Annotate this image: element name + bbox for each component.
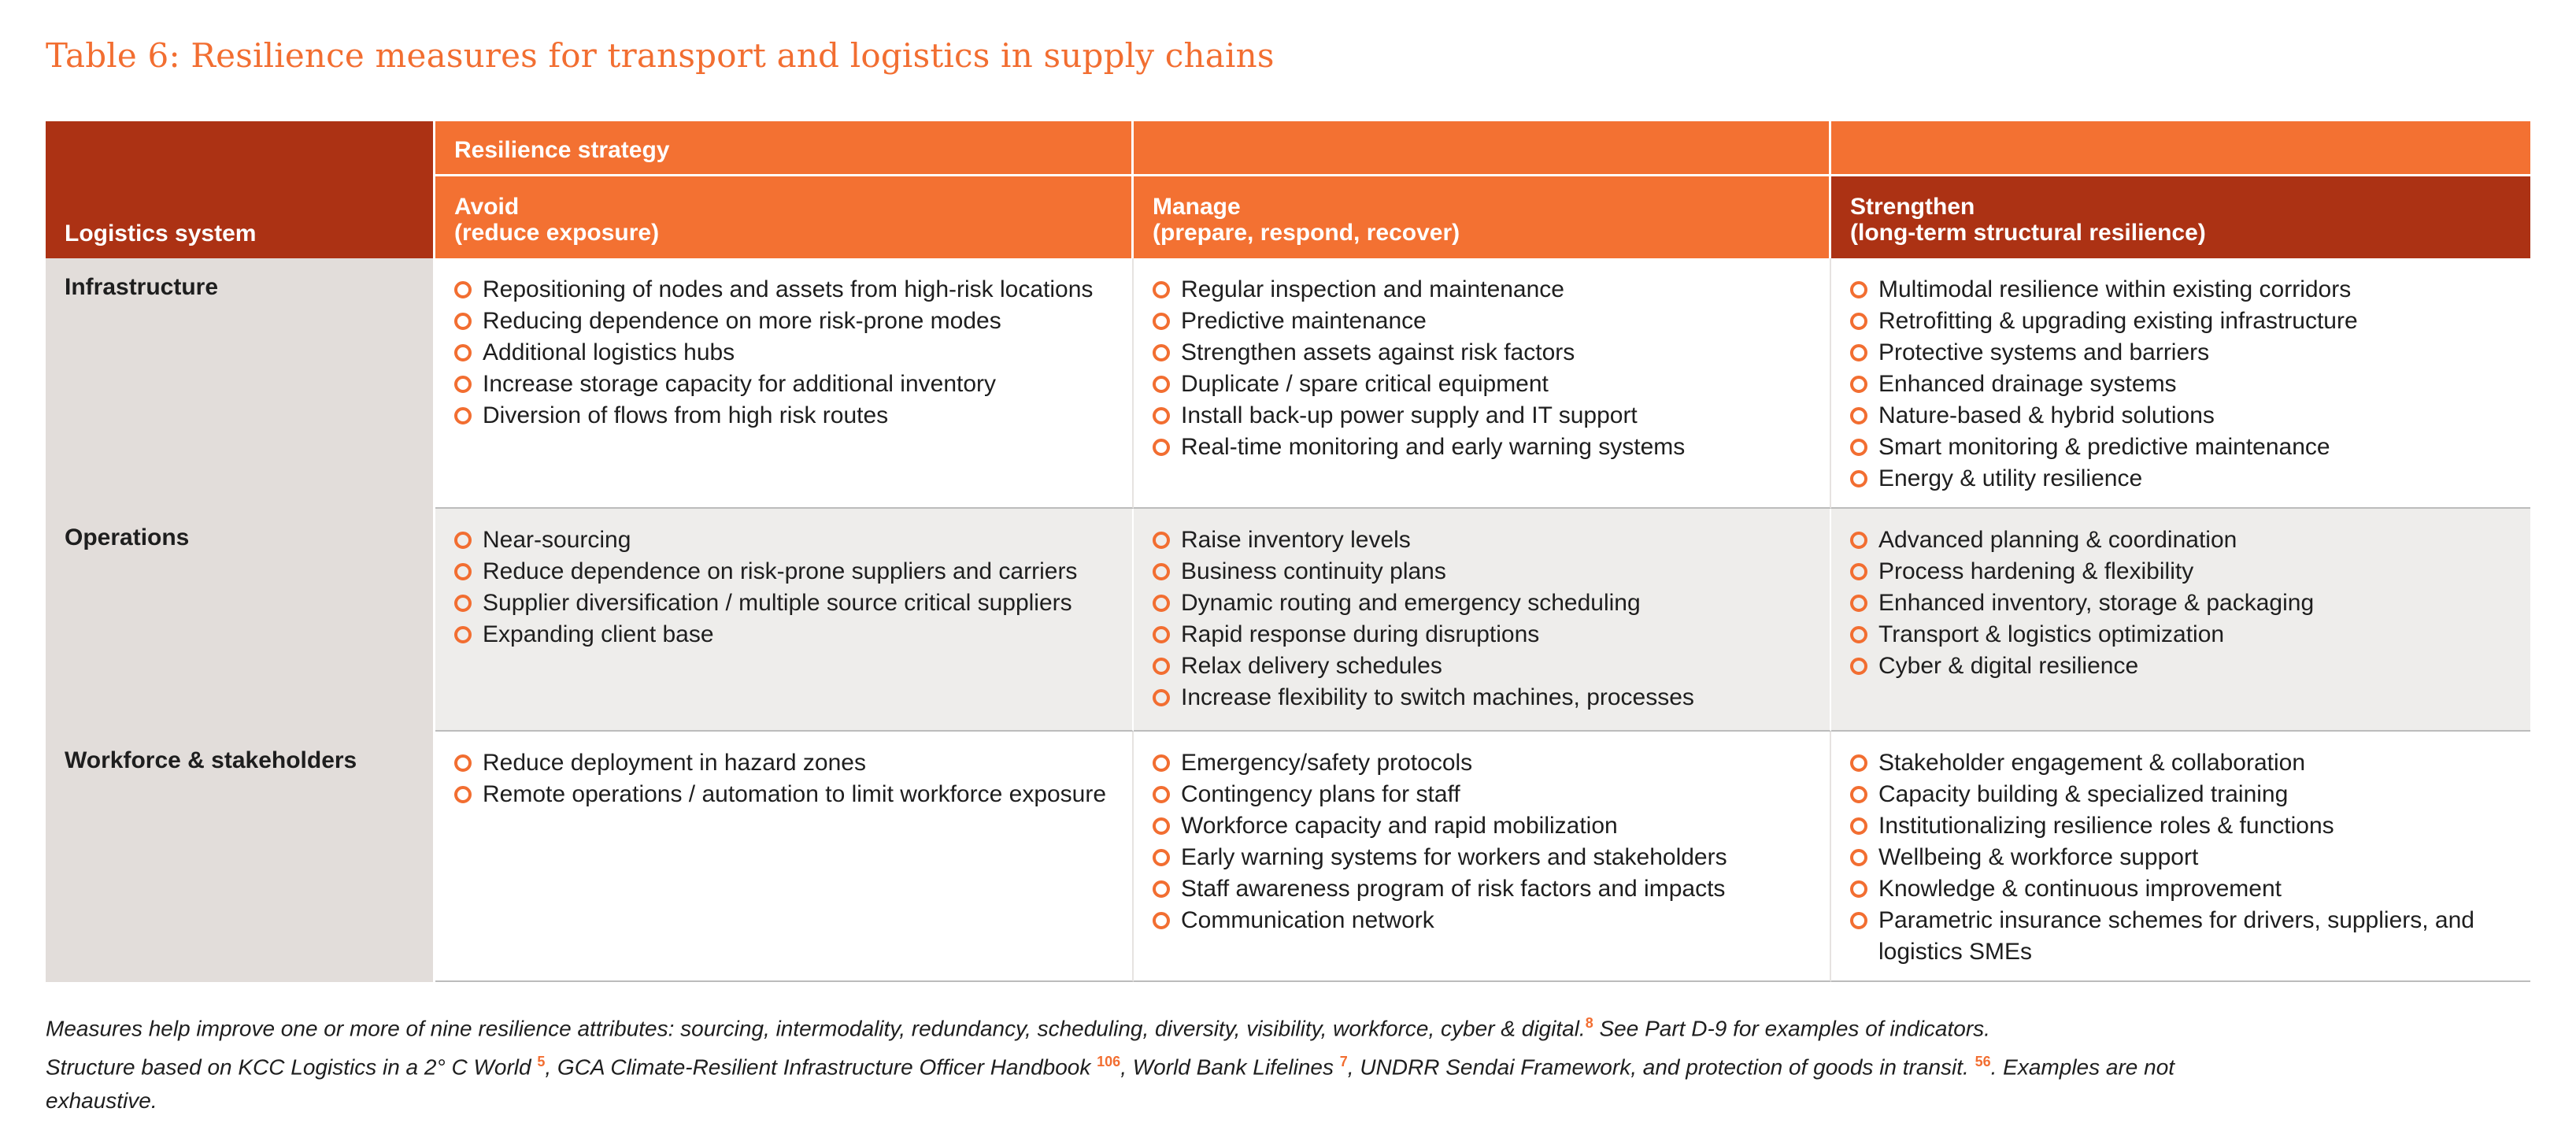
list-item: Wellbeing & workforce support bbox=[1850, 842, 2530, 873]
list-item: Diversion of flows from high risk routes bbox=[454, 400, 1132, 432]
footnote-ref: 7 bbox=[1339, 1054, 1348, 1070]
list-item: Advanced planning & coordination bbox=[1850, 524, 2530, 556]
row-label: Infrastructure bbox=[46, 258, 435, 509]
footnote-text-7: . Examples are not exhaustive. bbox=[46, 1054, 2175, 1113]
list-item: Supplier diversification / multiple source critical suppliers bbox=[454, 587, 1132, 619]
list-item: Transport & logistics optimization bbox=[1850, 619, 2530, 650]
list-item: Rapid response during disruptions bbox=[1153, 619, 1830, 650]
list-item: Workforce capacity and rapid mobilization bbox=[1153, 810, 1830, 842]
strengthen-list bbox=[1850, 274, 2530, 495]
table-title: Table 6: Resilience measures for transport and logistics in supply chains bbox=[46, 36, 1275, 75]
list-item: Strengthen assets against risk factors bbox=[1153, 337, 1830, 369]
list-item: Cyber & digital resilience bbox=[1850, 650, 2530, 682]
list-item: Reducing dependence on more risk-prone modes bbox=[454, 306, 1132, 337]
header-strengthen bbox=[1831, 176, 2530, 258]
list-item: Institutionalizing resilience roles & functions bbox=[1850, 810, 2530, 842]
list-item: Enhanced drainage systems bbox=[1850, 369, 2530, 400]
table-row bbox=[46, 509, 2530, 732]
footnote-text-3: Structure based on KCC Logistics in a 2° C World bbox=[46, 1054, 538, 1080]
list-item: Repositioning of nodes and assets from high-risk locations bbox=[454, 274, 1132, 306]
list-item: Real-time monitoring and early warning systems bbox=[1153, 432, 1830, 463]
list-item: Expanding client base bbox=[454, 619, 1132, 650]
header-blank-2 bbox=[1831, 121, 2530, 176]
footnote-ref: 8 bbox=[1585, 1015, 1593, 1031]
footnote-text-4: , GCA Climate-Resilient Infrastructure Officer Handbook bbox=[545, 1054, 1097, 1080]
list-item: Raise inventory levels bbox=[1153, 524, 1830, 556]
footnote bbox=[46, 1006, 2250, 1117]
list-item: Predictive maintenance bbox=[1153, 306, 1830, 337]
cell-strengthen bbox=[1831, 732, 2530, 982]
list-item: Knowledge & continuous improvement bbox=[1850, 873, 2530, 905]
list-item: Enhanced inventory, storage & packaging bbox=[1850, 587, 2530, 619]
list-item: Smart monitoring & predictive maintenance bbox=[1850, 432, 2530, 463]
list-item: Increase storage capacity for additional inventory bbox=[454, 369, 1132, 400]
manage-list bbox=[1153, 747, 1830, 936]
header-manage bbox=[1134, 176, 1831, 258]
footnote-text-1: Measures help improve one or more of nine resilience attributes: sourcing, intermodality, redundancy, scheduling, diversity, visibility, workforce, cyber & digital. bbox=[46, 1016, 1586, 1041]
strategy-label: Resilience strategy bbox=[454, 137, 670, 163]
list-item: Stakeholder engagement & collaboration bbox=[1850, 747, 2530, 779]
resilience-table bbox=[46, 121, 2530, 982]
cell-manage bbox=[1134, 509, 1831, 732]
list-item: Additional logistics hubs bbox=[454, 337, 1132, 369]
header-manage-title: Manage bbox=[1153, 194, 1241, 220]
avoid-list bbox=[454, 524, 1132, 650]
list-item: Contingency plans for staff bbox=[1153, 779, 1830, 810]
header-blank-1 bbox=[1134, 121, 1831, 176]
list-item: Reduce deployment in hazard zones bbox=[454, 747, 1132, 779]
header-strengthen-subtitle: (long-term structural resilience) bbox=[1850, 220, 2206, 246]
list-item: Install back-up power supply and IT support bbox=[1153, 400, 1830, 432]
list-item: Process hardening & flexibility bbox=[1850, 556, 2530, 587]
footnote-ref: 56 bbox=[1975, 1054, 1991, 1070]
list-item: Early warning systems for workers and stakeholders bbox=[1153, 842, 1830, 873]
cell-avoid bbox=[435, 732, 1134, 982]
cell-avoid bbox=[435, 258, 1134, 509]
list-item: Nature-based & hybrid solutions bbox=[1850, 400, 2530, 432]
cell-manage bbox=[1134, 732, 1831, 982]
list-item: Regular inspection and maintenance bbox=[1153, 274, 1830, 306]
list-item: Multimodal resilience within existing corridors bbox=[1850, 274, 2530, 306]
list-item: Duplicate / spare critical equipment bbox=[1153, 369, 1830, 400]
avoid-list bbox=[454, 274, 1132, 432]
strengthen-list bbox=[1850, 524, 2530, 682]
list-item: Communication network bbox=[1153, 905, 1830, 936]
header-avoid-subtitle: (reduce exposure) bbox=[454, 220, 660, 246]
list-item: Capacity building & specialized training bbox=[1850, 779, 2530, 810]
table-row bbox=[46, 258, 2530, 509]
header-row-1 bbox=[46, 121, 2530, 176]
header-avoid-title: Avoid bbox=[454, 194, 520, 220]
header-row-2 bbox=[46, 176, 2530, 258]
list-item: Parametric insurance schemes for drivers, suppliers, and logistics SMEs bbox=[1850, 905, 2530, 968]
row-label: Operations bbox=[46, 509, 435, 732]
cell-manage bbox=[1134, 258, 1831, 509]
header-strengthen-title: Strengthen bbox=[1850, 194, 1975, 220]
footnote-text-2: See Part D-9 for examples of indicators. bbox=[1593, 1016, 1990, 1041]
list-item: Dynamic routing and emergency scheduling bbox=[1153, 587, 1830, 619]
footnote-ref: 106 bbox=[1097, 1054, 1121, 1070]
header-manage-subtitle: (prepare, respond, recover) bbox=[1153, 220, 1460, 246]
table-row bbox=[46, 732, 2530, 982]
manage-list bbox=[1153, 274, 1830, 463]
list-item: Protective systems and barriers bbox=[1850, 337, 2530, 369]
list-item: Energy & utility resilience bbox=[1850, 463, 2530, 495]
avoid-list bbox=[454, 747, 1132, 810]
list-item: Emergency/safety protocols bbox=[1153, 747, 1830, 779]
list-item: Increase flexibility to switch machines, processes bbox=[1153, 682, 1830, 713]
list-item: Retrofitting & upgrading existing infrastructure bbox=[1850, 306, 2530, 337]
footnote-ref: 5 bbox=[537, 1054, 546, 1070]
footnote-text-5: , World Bank Lifelines bbox=[1120, 1054, 1340, 1080]
cell-strengthen bbox=[1831, 509, 2530, 732]
row-label: Workforce & stakeholders bbox=[46, 732, 435, 982]
cell-strengthen bbox=[1831, 258, 2530, 509]
list-item: Staff awareness program of risk factors and impacts bbox=[1153, 873, 1830, 905]
list-item: Reduce dependence on risk-prone suppliers and carriers bbox=[454, 556, 1132, 587]
list-item: Relax delivery schedules bbox=[1153, 650, 1830, 682]
footnote-text-6: , UNDRR Sendai Framework, and protection of goods in transit. bbox=[1347, 1054, 1975, 1080]
cell-avoid bbox=[435, 509, 1134, 732]
header-strategy bbox=[435, 121, 1134, 176]
header-corner bbox=[46, 121, 435, 176]
list-item: Remote operations / automation to limit workforce exposure bbox=[454, 779, 1132, 810]
header-logistics-system: Logistics system bbox=[46, 176, 435, 258]
strengthen-list bbox=[1850, 747, 2530, 968]
header-avoid bbox=[435, 176, 1134, 258]
manage-list bbox=[1153, 524, 1830, 713]
list-item: Business continuity plans bbox=[1153, 556, 1830, 587]
list-item: Near-sourcing bbox=[454, 524, 1132, 556]
